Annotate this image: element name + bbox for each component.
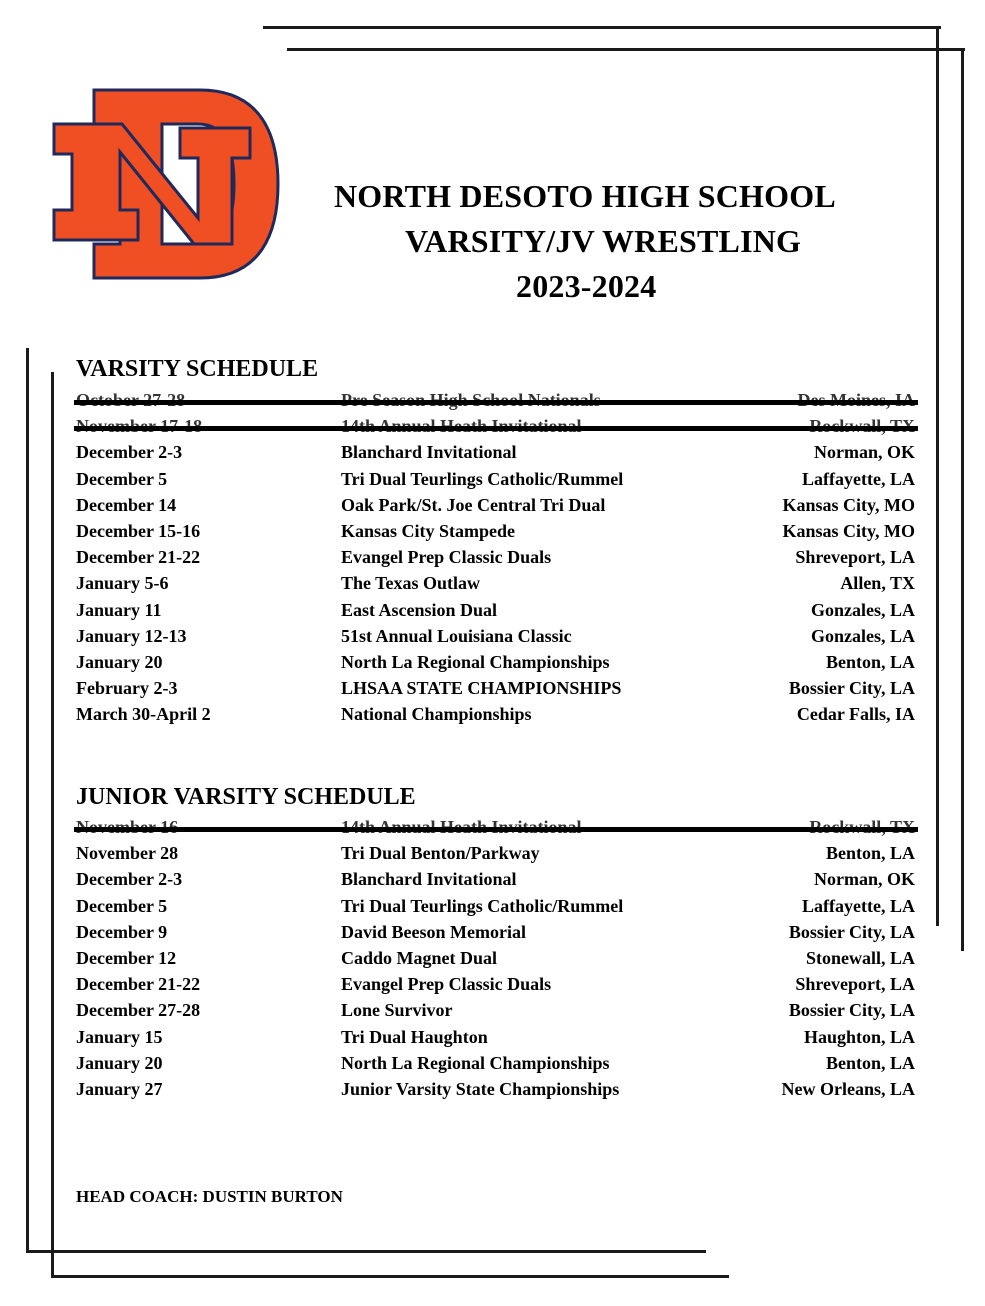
varsity-row: [0, 416, 985, 442]
varsity-date: March 30-April 2: [76, 704, 211, 725]
jv-date: December 5: [76, 895, 168, 916]
varsity-row: [0, 678, 985, 704]
jv-location: Haughton, LA: [803, 1026, 915, 1047]
varsity-event: Oak Park/St. Joe Central Tri Dual: [341, 494, 606, 515]
varsity-date: January 11: [76, 599, 162, 620]
varsity-row: [0, 442, 985, 468]
jv-event: Caddo Magnet Dual: [341, 948, 498, 968]
varsity-location: Bossier City, LA: [788, 678, 915, 699]
jv-location: Shreveport, LA: [795, 974, 915, 995]
varsity-location: Gonzales, LA: [810, 599, 915, 620]
varsity-row: [0, 495, 985, 521]
jv-date: December 21-22: [76, 974, 201, 995]
jv-row: [0, 896, 985, 922]
jv-event: Evangel Prep Classic Duals: [341, 974, 552, 995]
jv-date: December 27-28: [76, 1000, 201, 1021]
frame-bottom-inner: [51, 1275, 729, 1278]
season-label: 2023-2024: [516, 268, 657, 304]
jv-row: [0, 1053, 985, 1079]
varsity-location: Allen, TX: [840, 573, 915, 594]
program-name: VARSITY/JV WRESTLING: [405, 223, 802, 259]
jv-date: January 20: [76, 1052, 163, 1073]
varsity-date: December 14: [76, 494, 177, 515]
jv-location: Norman, OK: [814, 869, 915, 890]
jv-date: December 12: [76, 948, 177, 968]
varsity-schedule-title: VARSITY SCHEDULE: [76, 356, 319, 382]
jv-row: [0, 974, 985, 1000]
varsity-event: Blanchard Invitational: [341, 442, 517, 463]
varsity-event: National Championships: [341, 704, 532, 725]
jv-row: [0, 817, 985, 843]
varsity-date: January 20: [76, 652, 163, 672]
school-name: NORTH DESOTO HIGH SCHOOL: [334, 178, 836, 214]
frame-top-inner: [287, 48, 965, 51]
jv-location: Bossier City, LA: [788, 921, 915, 942]
varsity-event: Evangel Prep Classic Duals: [341, 547, 552, 568]
jv-event: David Beeson Memorial: [341, 921, 526, 942]
jv-row: [0, 843, 985, 869]
jv-location: Stonewall, LA: [805, 948, 915, 968]
jv-schedule-title: JUNIOR VARSITY SCHEDULE: [76, 784, 416, 810]
varsity-location: Gonzales, LA: [810, 625, 915, 646]
varsity-row: [0, 704, 985, 730]
varsity-row: [0, 390, 985, 416]
varsity-location: Laffayette, LA: [802, 468, 915, 489]
jv-event: North La Regional Championships: [341, 1052, 610, 1073]
varsity-location: Kansas City, MO: [782, 521, 915, 541]
varsity-event: Kansas City Stampede: [341, 521, 516, 541]
varsity-event: LHSAA STATE CHAMPIONSHIPS: [341, 678, 622, 699]
jv-location: Bossier City, LA: [788, 1000, 915, 1021]
varsity-event: The Texas Outlaw: [341, 573, 481, 594]
varsity-event: East Ascension Dual: [341, 599, 498, 620]
nd-monogram-logo-icon: [50, 88, 282, 280]
varsity-date: December 2-3: [76, 442, 183, 463]
jv-cancelled-strike: [74, 827, 918, 832]
varsity-row: [0, 469, 985, 495]
varsity-row: [0, 626, 985, 652]
varsity-row: [0, 547, 985, 573]
jv-date: January 27: [76, 1079, 163, 1099]
varsity-row: [0, 521, 985, 547]
jv-location: Benton, LA: [825, 843, 915, 864]
jv-event: Tri Dual Benton/Parkway: [341, 843, 540, 864]
varsity-date: December 15-16: [76, 521, 201, 541]
jv-event: Lone Survivor: [341, 1000, 453, 1021]
varsity-location: Kansas City, MO: [782, 494, 915, 515]
varsity-location: Benton, LA: [825, 652, 915, 672]
varsity-row: [0, 573, 985, 599]
varsity-event: 51st Annual Louisiana Classic: [341, 625, 572, 646]
jv-row: [0, 1079, 985, 1105]
jv-location: Laffayette, LA: [802, 895, 915, 916]
varsity-date: December 5: [76, 468, 168, 489]
varsity-row: [0, 600, 985, 626]
frame-bottom-outer: [26, 1250, 706, 1253]
jv-date: November 28: [76, 843, 179, 864]
varsity-date: January 12-13: [76, 625, 187, 646]
jv-row: [0, 948, 985, 974]
varsity-event: Tri Dual Teurlings Catholic/Rummel: [341, 468, 624, 489]
jv-event: Tri Dual Teurlings Catholic/Rummel: [341, 895, 624, 916]
varsity-location: Norman, OK: [814, 442, 915, 463]
varsity-event: North La Regional Championships: [341, 652, 610, 672]
varsity-date: December 21-22: [76, 547, 201, 568]
varsity-row: [0, 652, 985, 678]
varsity-cancelled-strike: [74, 426, 918, 431]
varsity-cancelled-strike: [74, 400, 918, 405]
frame-top-outer: [263, 26, 941, 29]
head-coach: HEAD COACH: DUSTIN BURTON: [76, 1187, 343, 1206]
varsity-date: February 2-3: [76, 678, 178, 699]
jv-row: [0, 869, 985, 895]
jv-date: December 2-3: [76, 869, 183, 890]
nd-logo-d-shape: [94, 90, 278, 278]
jv-location: New Orleans, LA: [781, 1079, 915, 1099]
jv-row: [0, 1000, 985, 1026]
varsity-date: January 5-6: [76, 573, 169, 594]
jv-event: Blanchard Invitational: [341, 869, 517, 890]
jv-date: December 9: [76, 921, 168, 942]
jv-location: Benton, LA: [825, 1052, 915, 1073]
jv-row: [0, 1027, 985, 1053]
jv-event: Tri Dual Haughton: [341, 1026, 488, 1047]
varsity-location: Shreveport, LA: [795, 547, 915, 568]
varsity-location: Cedar Falls, IA: [796, 704, 915, 725]
jv-date: January 15: [76, 1026, 163, 1047]
jv-row: [0, 922, 985, 948]
jv-event: Junior Varsity State Championships: [341, 1079, 620, 1099]
